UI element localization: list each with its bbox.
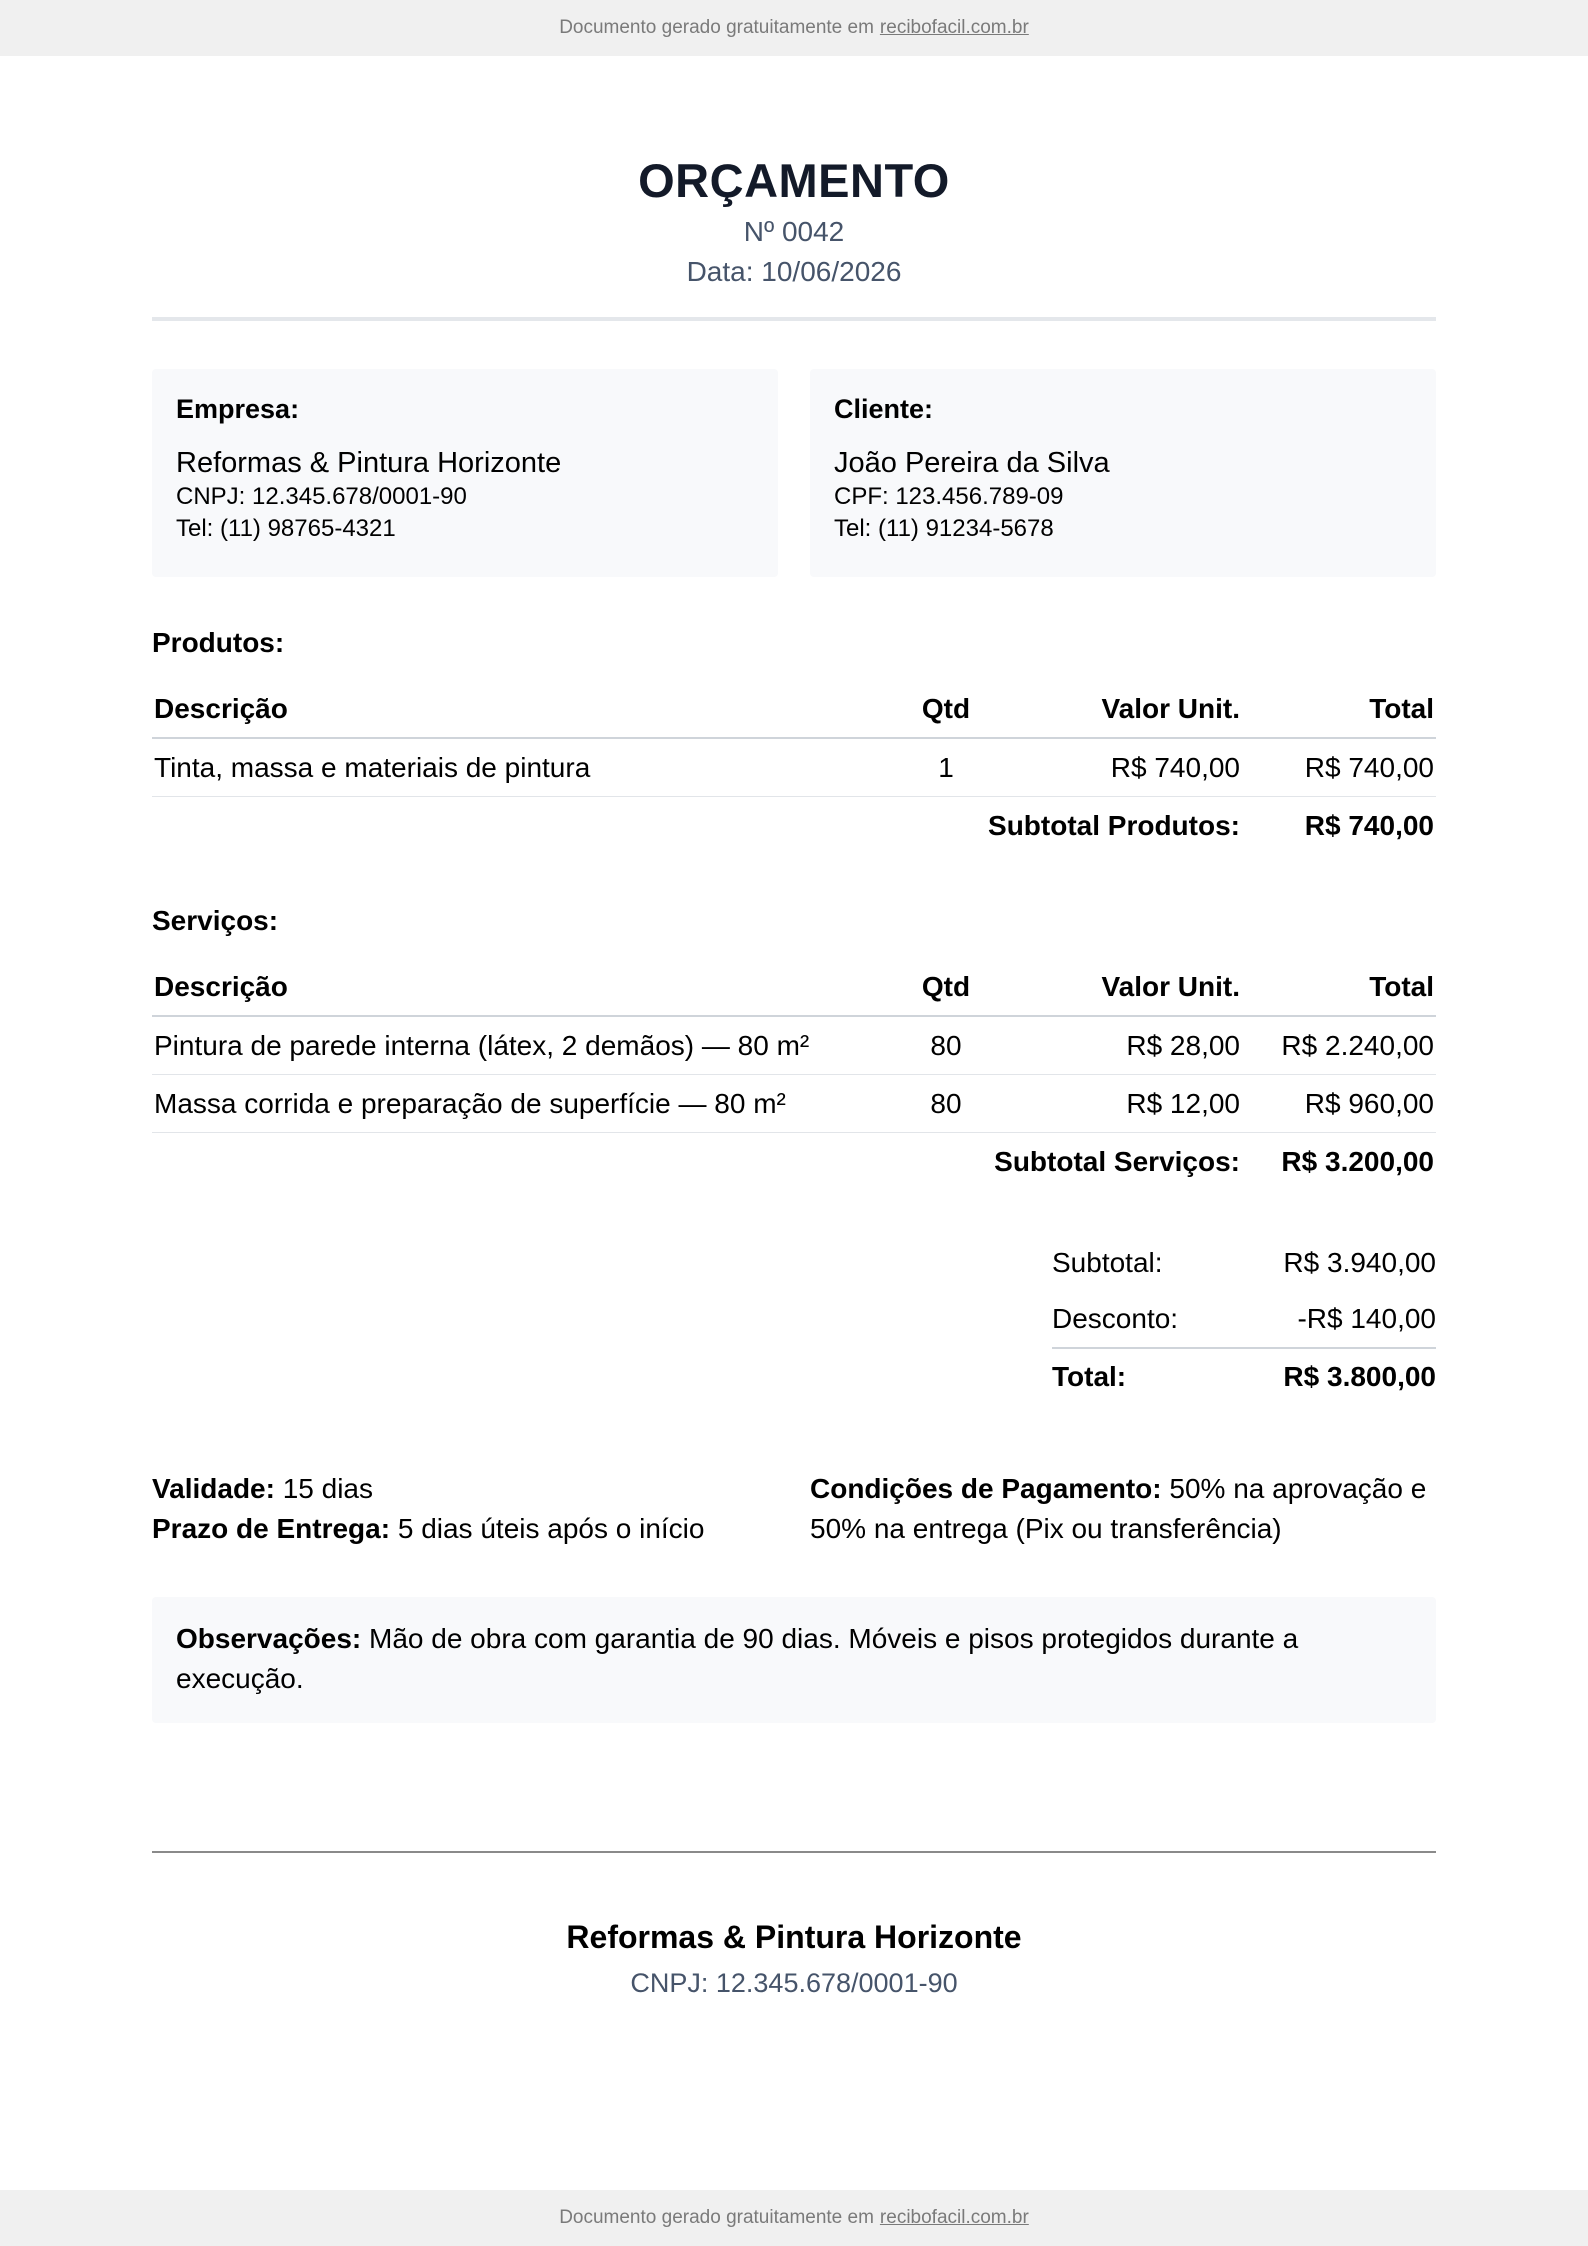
item-qty: 80 [884,1075,1008,1133]
item-total: R$ 960,00 [1242,1075,1436,1133]
subtotal-value: R$ 3.940,00 [1283,1247,1436,1278]
table-header-row [152,959,1436,1016]
company-phone: Tel: (11) 98765-4321 [176,515,396,542]
company-name: Reformas & Pintura Horizonte [176,447,562,479]
document-number: Nº 0042 [743,216,845,247]
discount-label: Desconto: [1052,1303,1179,1334]
table-row [152,1075,1436,1133]
quote-document [152,56,1436,2003]
footer-company-cnpj: CNPJ: 12.345.678/0001-90 [630,1968,958,1998]
terms-right [810,1469,1436,1549]
validity-line [152,1469,778,1509]
item-qty: 80 [884,1016,1008,1075]
payment-label: Condições de Pagamento: [810,1473,1162,1504]
client-cpf: CPF: 123.456.789-09 [834,483,1064,510]
column-header-description: Descrição [152,959,884,1016]
grand-total-value: R$ 3.800,00 [1283,1361,1436,1392]
delivery-line [152,1509,778,1549]
document-header [152,154,1436,292]
totals-discount-row [1052,1291,1436,1349]
footer-divider [152,1851,1436,1853]
footer-company-name: Reformas & Pintura Horizonte [566,1919,1022,1955]
item-unit-price: R$ 740,00 [1008,738,1242,797]
column-header-total: Total [1242,681,1436,738]
header-divider [152,317,1436,321]
document-title: ORÇAMENTO [638,154,950,207]
item-unit-price: R$ 28,00 [1008,1016,1242,1075]
column-header-unit-price: Valor Unit. [1008,681,1242,738]
generator-banner-top [0,0,1588,56]
validity-value: 15 dias [282,1473,374,1504]
generator-text: Documento gerado gratuitamente em [559,17,874,38]
column-header-description: Descrição [152,681,884,738]
item-total: R$ 2.240,00 [1242,1016,1436,1075]
services-subtotal-label: Subtotal Serviços: [994,1146,1240,1177]
company-heading: Empresa: [176,394,300,424]
document-footer [152,1915,1436,2003]
products-section-title: Produtos: [152,627,285,658]
table-row [152,1016,1436,1075]
services-table [152,959,1436,1191]
totals-subtotal-row [1052,1235,1436,1291]
client-heading: Cliente: [834,394,934,424]
notes-label: Observações: [176,1623,362,1654]
item-unit-price: R$ 12,00 [1008,1075,1242,1133]
validity-label: Validade: [152,1473,275,1504]
notes-box [152,1597,1436,1723]
services-subtotal-value: R$ 3.200,00 [1281,1146,1434,1177]
column-header-total: Total [1242,959,1436,1016]
products-table [152,681,1436,855]
subtotal-label: Subtotal: [1052,1247,1163,1278]
delivery-value: 5 dias úteis após o início [397,1513,705,1544]
delivery-label: Prazo de Entrega: [152,1513,391,1544]
client-name: João Pereira da Silva [834,447,1110,479]
document-date: Data: 10/06/2026 [686,256,902,287]
table-header-row [152,681,1436,738]
services-subtotal-row [152,1133,1436,1192]
company-card [152,369,778,577]
payment-line [810,1469,1436,1549]
notes-text: Mão de obra com garantia de 90 dias. Móveis e pisos protegidos durante a execução. [176,1623,1299,1694]
totals-summary [1052,1235,1436,1405]
generator-text: Documento gerado gratuitamente em [559,2207,874,2228]
client-phone: Tel: (11) 91234-5678 [834,515,1054,542]
item-description: Massa corrida e preparação de superfície — 80 m² [152,1075,884,1133]
parties-section [152,369,1436,577]
totals-grand-row [1052,1349,1436,1405]
item-description: Tinta, massa e materiais de pintura [152,738,884,797]
item-description: Pintura de parede interna (látex, 2 demãos) — 80 m² [152,1016,884,1075]
generator-banner-bottom [0,2190,1588,2246]
products-subtotal-row [152,797,1436,856]
column-header-qty: Qtd [884,959,1008,1016]
company-cnpj: CNPJ: 12.345.678/0001-90 [176,483,467,510]
column-header-unit-price: Valor Unit. [1008,959,1242,1016]
payment-value: 50% na aprovação e 50% na entrega (Pix ou transferência) [810,1473,1427,1544]
generator-link[interactable]: recibofacil.com.br [879,2207,1029,2228]
products-subtotal-value: R$ 740,00 [1304,810,1434,841]
column-header-qty: Qtd [884,681,1008,738]
item-qty: 1 [884,738,1008,797]
discount-value: -R$ 140,00 [1297,1303,1436,1334]
terms-left [152,1469,778,1549]
item-total: R$ 740,00 [1242,738,1436,797]
table-row [152,738,1436,797]
client-card [810,369,1436,577]
products-subtotal-label: Subtotal Produtos: [988,810,1240,841]
grand-total-label: Total: [1052,1361,1127,1392]
generator-link[interactable]: recibofacil.com.br [879,17,1029,38]
services-section-title: Serviços: [152,905,279,936]
terms-section [152,1469,1436,1549]
